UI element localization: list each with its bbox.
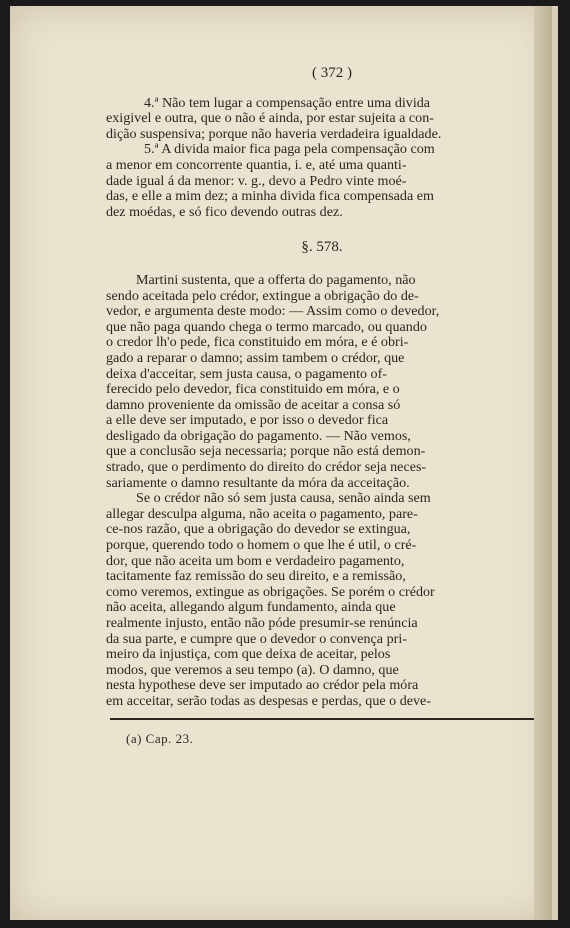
numbered-item-4: 4.ª Não tem lugar a compensação entre uma divida exigivel e outra, que o não é ainda, por estar sujeita a con- dição suspensiva; porque não haveria verdadeira igualdade. <box>106 94 442 142</box>
numbered-item-5: 5.ª A divida maior fica paga pela compensação com a menor em concorrente quantia, i. e, até uma quanti- dade igual á da menor: v. g., devo a Pedro vinte moé- das, e elle a mim dez; a minha divida fica compensada em dez moédas, e só fico devendo outras dez. <box>106 141 435 220</box>
section-heading: §. 578. <box>301 239 343 256</box>
book-page <box>10 6 558 920</box>
page-number: ( 372 ) <box>312 65 352 81</box>
page-content <box>106 66 538 746</box>
footnote-rule <box>110 718 534 720</box>
paragraph-credor: Se o crédor não só sem justa causa, senão ainda sem allegar desculpa alguma, não aceita o pagamento, pare- ce-nos razão, que a obrigação do devedor se extingua, porque, querendo todo o homem o que lhe é util, o cré- dor, que não aceita um bom e verdadeiro pagamento, tacitamente faz remissão do seu direito, e a remissão, como veremos, extingue as obrigações. Se porém o crédor não aceita, allegando algum fundamento, ainda que realmente injusto, então não póde presumir-se renúncia da sua parte, e cumpre que o devedor o convença pri- meiro da injustiça, com que deixa de aceitar, pelos modos, que veremos a seu tempo (a). O damno, que nesta hypothese deve ser imputado ao crédor pela móra em acceitar, serão todas as despesas e perdas, que o deve- <box>106 490 435 709</box>
paragraph-martini: Martini sustenta, que a offerta do pagamento, não sendo aceitada pelo crédor, extingue a obrigação do de- vedor, e argumenta deste modo: — Assim como o devedor, que não paga quando chega o termo marcado, ou quando o credor lh'o pede, fica constituido em móra, e é obri- gado a reparar o damno; assim tambem o crédor, que deixa d'acceitar, sem justa causa, o pagamento of- ferecido pelo devedor, fica constituido em móra, e o damno proveniente da omissão de aceitar a consa só a elle deve ser imputado, e por isso o devedor fica desligado da obrigação do pagamento. — Não vemos, que a conclusão seja necessaria; porque não está demon- strado, que o perdimento do direito do crédor seja neces- sariamente o damno resultante da móra da acceitação. <box>106 271 440 491</box>
footnote: (a) Cap. 23. <box>126 730 194 746</box>
